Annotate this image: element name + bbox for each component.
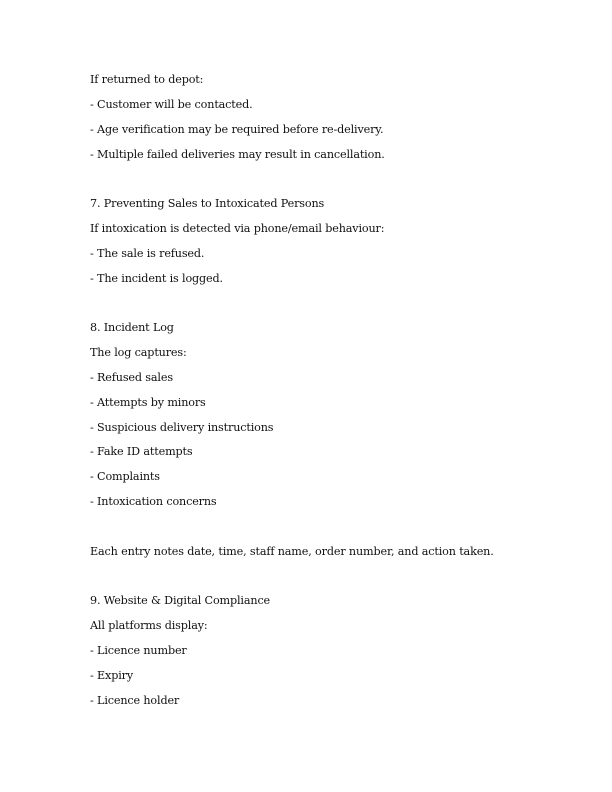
section-8-intro: The log captures: (90, 346, 187, 359)
depot-item: - Customer will be contacted. (90, 98, 253, 111)
section-8-item: - Attempts by minors (90, 396, 206, 409)
section-9-item: - Expiry (90, 669, 134, 682)
section-9-intro: All platforms display: (90, 619, 208, 632)
section-8-title: 8. Incident Log (90, 321, 174, 334)
section-8-item: - Fake ID attempts (90, 445, 193, 458)
section-8-item: - Suspicious delivery instructions (90, 421, 274, 434)
section-8-item: - Intoxication concerns (90, 495, 217, 508)
section-8-note: Each entry notes date, time, staff name, order number, and action taken. (90, 545, 494, 558)
section-7-item: - The incident is logged. (90, 272, 223, 285)
depot-heading: If returned to depot: (90, 73, 204, 86)
section-7-intro: If intoxication is detected via phone/email behaviour: (90, 222, 385, 235)
section-9-title: 9. Website & Digital Compliance (90, 594, 271, 607)
section-9-item: - Licence holder (90, 694, 180, 707)
section-8-item: - Complaints (90, 470, 160, 483)
section-9-item: - Licence number (90, 644, 187, 657)
section-7-item: - The sale is refused. (90, 247, 205, 260)
section-8-item: - Refused sales (90, 371, 173, 384)
section-7-title: 7. Preventing Sales to Intoxicated Persons (90, 197, 325, 210)
depot-item: - Age verification may be required before re-delivery. (90, 123, 384, 136)
depot-item: - Multiple failed deliveries may result in cancellation. (90, 148, 385, 161)
